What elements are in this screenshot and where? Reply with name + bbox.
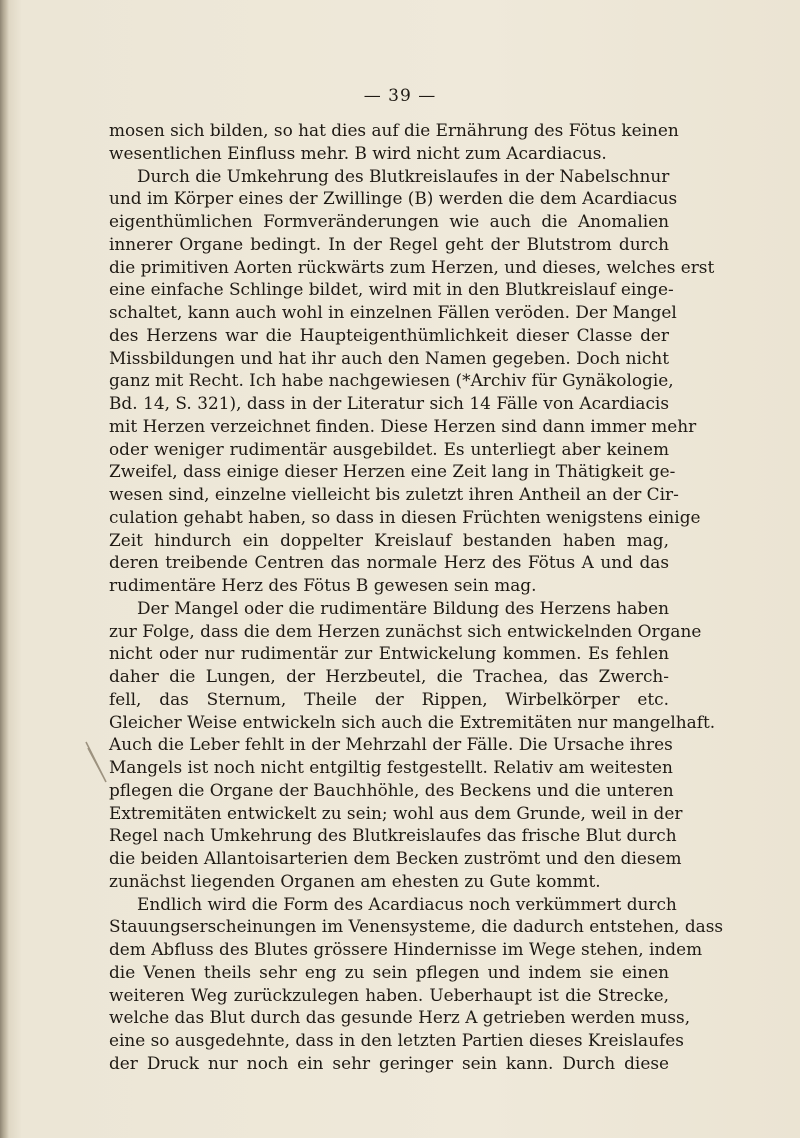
text-line: Durch die Umkehrung des Blutkreislaufes in der Nabelschnur <box>137 165 670 186</box>
text-line: Stauungserscheinungen im Venensysteme, die dadurch entstehen, dass <box>109 916 724 937</box>
text-line: Zweifel, dass einige dieser Herzen eine Zeit lang in Thätigkeit ge- <box>109 461 676 482</box>
text-line: der Druck nur noch ein sehr geringer sein kann. Durch diese <box>109 1052 669 1073</box>
text-line: die beiden Allantoisarterien dem Becken zuströmt und den diesem <box>109 848 682 868</box>
text-line: die Venen theils sehr eng zu sein pflegen und indem sie einen <box>109 961 669 982</box>
text-line: Extremitäten entwickelt zu sein; wohl aus dem Grunde, weil in der <box>109 802 683 823</box>
text-line: eigenthümlichen Formveränderungen wie auch die Anomalien <box>109 211 669 231</box>
text-line: des Herzens war die Haupteigenthümlichkeit dieser Classe der <box>109 324 669 345</box>
text-line: fell, das Sternum, Theile der Rippen, Wirbelkörper etc. <box>109 688 669 709</box>
text-line: Bd. 14, S. 321), dass in der Literatur sich 14 Fälle von Acardiacis <box>109 393 669 413</box>
text-line: Zeit hindurch ein doppelter Kreislauf bestanden haben mag, <box>109 529 669 550</box>
text-line: wesentlichen Einfluss mehr. B wird nicht zum Acardiacus. <box>109 142 607 163</box>
text-line: wesen sind, einzelne vielleicht bis zuletzt ihren Antheil an der Cir- <box>109 484 679 504</box>
text-line: mit Herzen verzeichnet finden. Diese Herzen sind dann immer mehr <box>109 415 697 436</box>
text-line: Der Mangel oder die rudimentäre Bildung des Herzens haben <box>137 597 669 618</box>
text-line: Endlich wird die Form des Acardiacus noch verkümmert durch <box>137 893 677 914</box>
page-binding-edge <box>0 0 9 1138</box>
text-line: weiteren Weg zurückzulegen haben. Ueberhaupt ist die Strecke, <box>109 984 669 1005</box>
text-line: oder weniger rudimentär ausgebildet. Es unterliegt aber keinem <box>109 438 669 459</box>
page-number: — 39 — <box>363 86 437 106</box>
text-line: Gleicher Weise entwickeln sich auch die Extremitäten nur mangelhaft. <box>109 711 716 732</box>
pencil-margin-mark <box>82 738 112 788</box>
text-line: und im Körper eines der Zwillinge (B) werden die dem Acardiacus <box>109 188 678 209</box>
text-line: ganz mit Recht. Ich habe nachgewiesen (*Archiv für Gynäkologie, <box>109 370 674 391</box>
text-line: welche das Blut durch das gesunde Herz A getrieben werden muss, <box>109 1007 691 1028</box>
text-line: dem Abfluss des Blutes grössere Hindernisse im Wege stehen, indem <box>109 939 703 959</box>
text-line: nicht oder nur rudimentär zur Entwickelung kommen. Es fehlen <box>109 643 669 664</box>
text-line: eine so ausgedehnte, dass in den letzten Partien dieses Kreislaufes <box>109 1030 684 1050</box>
text-line: Auch die Leber fehlt in der Mehrzahl der Fälle. Die Ursache ihres <box>109 734 673 755</box>
text-line: schaltet, kann auch wohl in einzelnen Fällen veröden. Der Mangel <box>109 302 677 322</box>
text-line: eine einfache Schlinge bildet, wird mit in den Blutkreislauf einge- <box>109 279 674 300</box>
text-line: Mangels ist noch nicht entgiltig festgestellt. Relativ am weitesten <box>109 757 673 777</box>
text-line: culation gehabt haben, so dass in diesen Früchten wenigstens einige <box>109 506 701 527</box>
text-line: deren treibende Centren das normale Herz des Fötus A und das <box>109 552 669 573</box>
text-line: Regel nach Umkehrung des Blutkreislaufes das frische Blut durch <box>109 825 677 846</box>
text-line: Missbildungen und hat ihr auch den Namen gegeben. Doch nicht <box>109 347 669 368</box>
text-line: die primitiven Aorten rückwärts zum Herzen, und dieses, welches erst <box>109 256 715 277</box>
body-text <box>109 119 724 1075</box>
text-line: rudimentäre Herz des Fötus B gewesen sein mag. <box>109 575 537 595</box>
text-line: innerer Organe bedingt. In der Regel geht der Blutstrom durch <box>109 233 669 254</box>
text-line: zur Folge, dass die dem Herzen zunächst sich entwickelnden Organe <box>109 620 702 641</box>
text-line: pflegen die Organe der Bauchhöhle, des Beckens und die unteren <box>109 779 674 800</box>
text-line: zunächst liegenden Organen am ehesten zu Gute kommt. <box>109 870 601 891</box>
text-line: mosen sich bilden, so hat dies auf die Ernährung des Fötus keinen <box>109 120 679 140</box>
text-line: daher die Lungen, der Herzbeutel, die Trachea, das Zwerch- <box>109 666 669 686</box>
